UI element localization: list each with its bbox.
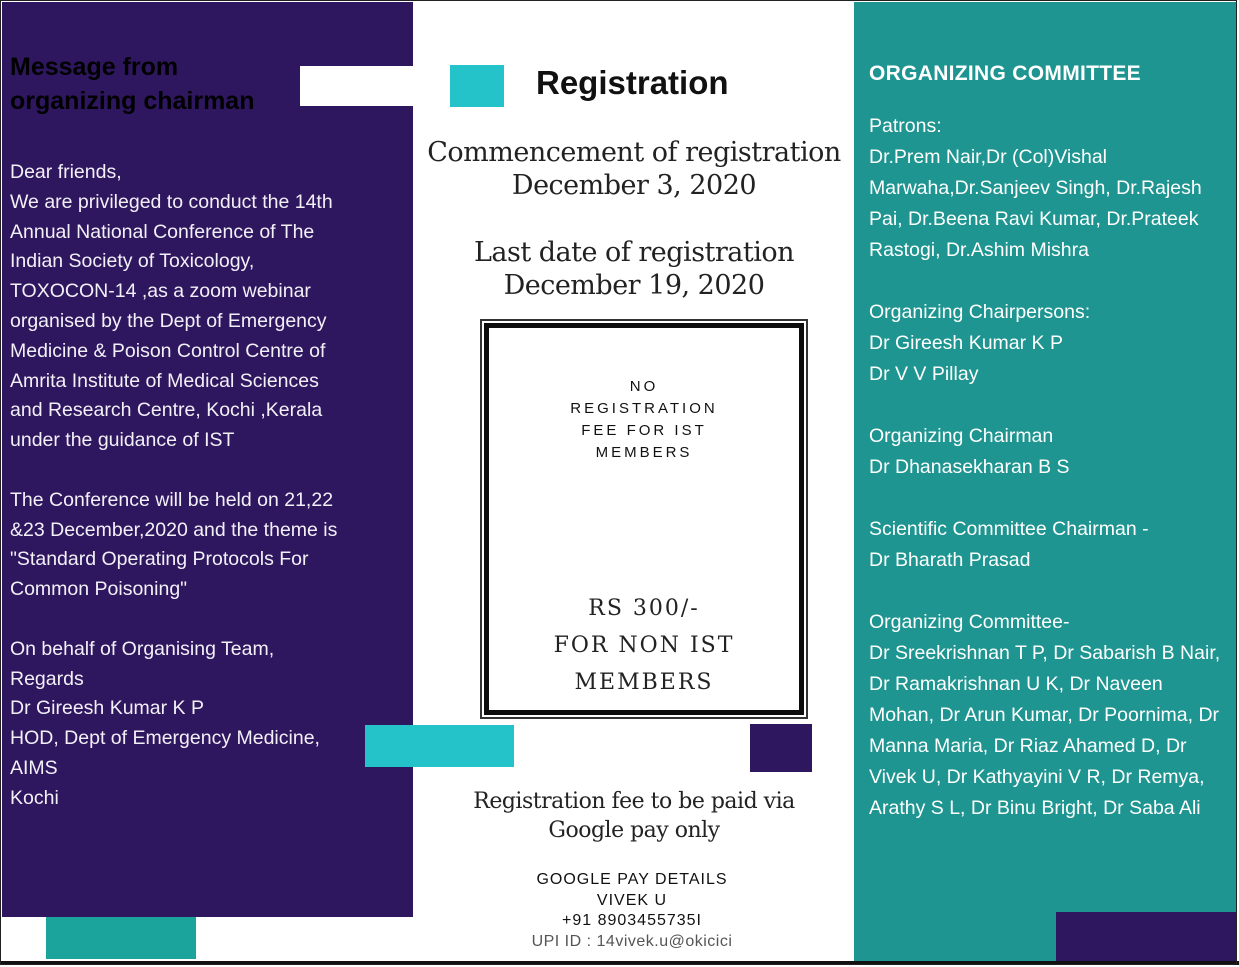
- chairman-message-body: [10, 158, 340, 843]
- committee-chairpersons: Organizing Chairpersons: Dr Gireesh Kumar K P Dr V V Pillay: [869, 301, 1091, 385]
- registration-title: Registration: [536, 64, 729, 101]
- chairman-message-title: Message from organizing chairman: [10, 53, 255, 115]
- registration-commencement: Commencement of registration December 3, 2020: [427, 137, 841, 201]
- bottom-border-line: [0, 961, 1239, 965]
- decorative-cyan-square: [450, 65, 504, 107]
- decorative-white-bar: [300, 66, 413, 106]
- committee-chairman: Organizing Chairman Dr Dhanasekharan B S: [869, 425, 1070, 478]
- committee-members: Organizing Committee- Dr Sreekrishnan T P, Dr Sabarish B Nair, Dr Ramakrishnan U K, Dr Naveen Mohan, Dr Arun Kumar, Dr Poornima, Dr Manna Maria, Dr Riaz Ahamed D, Dr Vivek U, Dr Kathyayini V R, Dr Remya, Arathy S L, Dr Binu Bright, Dr Saba Ali: [869, 611, 1221, 819]
- committee-title: ORGANIZING COMMITTEE: [869, 62, 1141, 85]
- ist-member-fee-text: NO REGISTRATION FEE FOR IST MEMBERS: [570, 378, 718, 461]
- gpay-upi-id: UPI ID : 14vivek.u@okicici: [531, 932, 733, 950]
- non-ist-member-fee-text: RS 300/- FOR NON IST MEMBERS: [553, 596, 735, 695]
- decorative-purple-block: [1056, 912, 1237, 962]
- payment-note: Registration fee to be paid via Google pay only: [473, 789, 795, 843]
- registration-fee-box: [484, 323, 804, 715]
- decorative-teal-strip: [46, 917, 196, 959]
- message-paragraph-dates: The Conference will be held on 21,22 &23 December,2020 and the theme is "Standard Operating Protocols For Common Poisoning": [10, 488, 338, 601]
- gpay-phone: +91 8903455735I: [561, 912, 702, 929]
- decorative-purple-square: [750, 724, 812, 772]
- registration-last-date: Last date of registration December 19, 2020: [473, 237, 795, 301]
- message-paragraph-intro: Dear friends, We are privileged to conduct the 14th Annual National Conference of The Indian Society of Toxicology, TOXOCON-14 ,as a zoom webinar organised by the Dept of Emergency Medicine & Poison Control Centre of Amrita Institute of Medical Sciences and Research Centre, Kochi ,Kerala under the guidance of IST: [10, 161, 333, 452]
- gpay-name: VIVEK U: [596, 891, 668, 909]
- google-pay-details: [414, 870, 850, 952]
- decorative-cyan-bar: [365, 725, 514, 767]
- committee-list: [869, 111, 1231, 855]
- committee-scientific-chairman: Scientific Committee Chairman - Dr Bharath Prasad: [869, 518, 1149, 571]
- message-paragraph-signature: On behalf of Organising Team, Regards Dr Gireesh Kumar K P HOD, Dept of Emergency Medicine, AIMS Kochi: [10, 637, 320, 809]
- committee-patrons: Patrons: Dr.Prem Nair,Dr (Col)Vishal Marwaha,Dr.Sanjeev Singh, Dr.Rajesh Pai, Dr.Beena Ravi Kumar, Dr.Prateek Rastogi, Dr.Ashim Mishra: [869, 115, 1202, 261]
- gpay-title: GOOGLE PAY DETAILS: [536, 871, 728, 888]
